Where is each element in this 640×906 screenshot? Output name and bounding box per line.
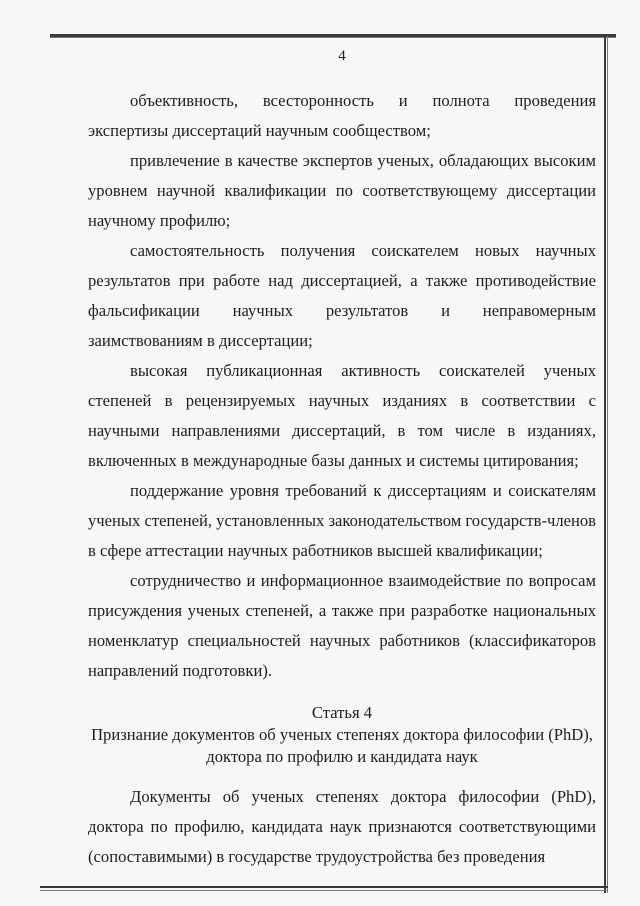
right-border-rule <box>604 36 608 893</box>
article-title-line-2: доктора по профилю и кандидата наук <box>206 747 478 766</box>
article-heading <box>88 702 596 768</box>
paragraph-experts: привлечение в качестве экспертов ученых, обладающих высоким уровнем научной квалификации по соответствующему диссертации научному профилю; <box>88 151 596 230</box>
document-body <box>88 86 596 872</box>
paragraph-cooperation: сотрудничество и информационное взаимодействие по вопросам присуждения ученых степеней, а также при разработке национальных номенклатур специальностей научных работников (классификаторов направлений подготовки). <box>88 571 596 680</box>
paragraph-publications: высокая публикационная активность соискателей ученых степеней в рецензируемых научных изданиях в соответствии с научными направлениями диссертаций, в том числе в изданиях, включенных в международные базы данных и системы цитирования; <box>88 361 596 470</box>
top-border-rule <box>50 34 616 38</box>
paragraph-independence: самостоятельность получения соискателем новых научных результатов при работе над диссертацией, а также противодействие фальсификации научных результатов и неправомерным заимствованиям в диссертации; <box>88 241 596 350</box>
paragraph-objectivity: объективность, всесторонность и полнота проведения экспертизы диссертаций научным сообществом; <box>88 91 596 140</box>
article-title-line-1: Признание документов об ученых степенях доктора философии (PhD), <box>91 725 593 744</box>
bottom-border-rule <box>40 886 608 891</box>
paragraph-recognition: Документы об ученых степенях доктора философии (PhD), доктора по профилю, кандидата наук признаются соответствующими (сопоставимыми) в государстве трудоустройства без проведения <box>88 787 596 866</box>
page-number: 4 <box>338 48 346 64</box>
paragraph-requirements: поддержание уровня требований к диссертациям и соискателям ученых степеней, установленных законодательством государств-членов в сфере аттестации научных работников высшей квалификации; <box>88 481 596 560</box>
article-number: Статья 4 <box>311 703 373 722</box>
